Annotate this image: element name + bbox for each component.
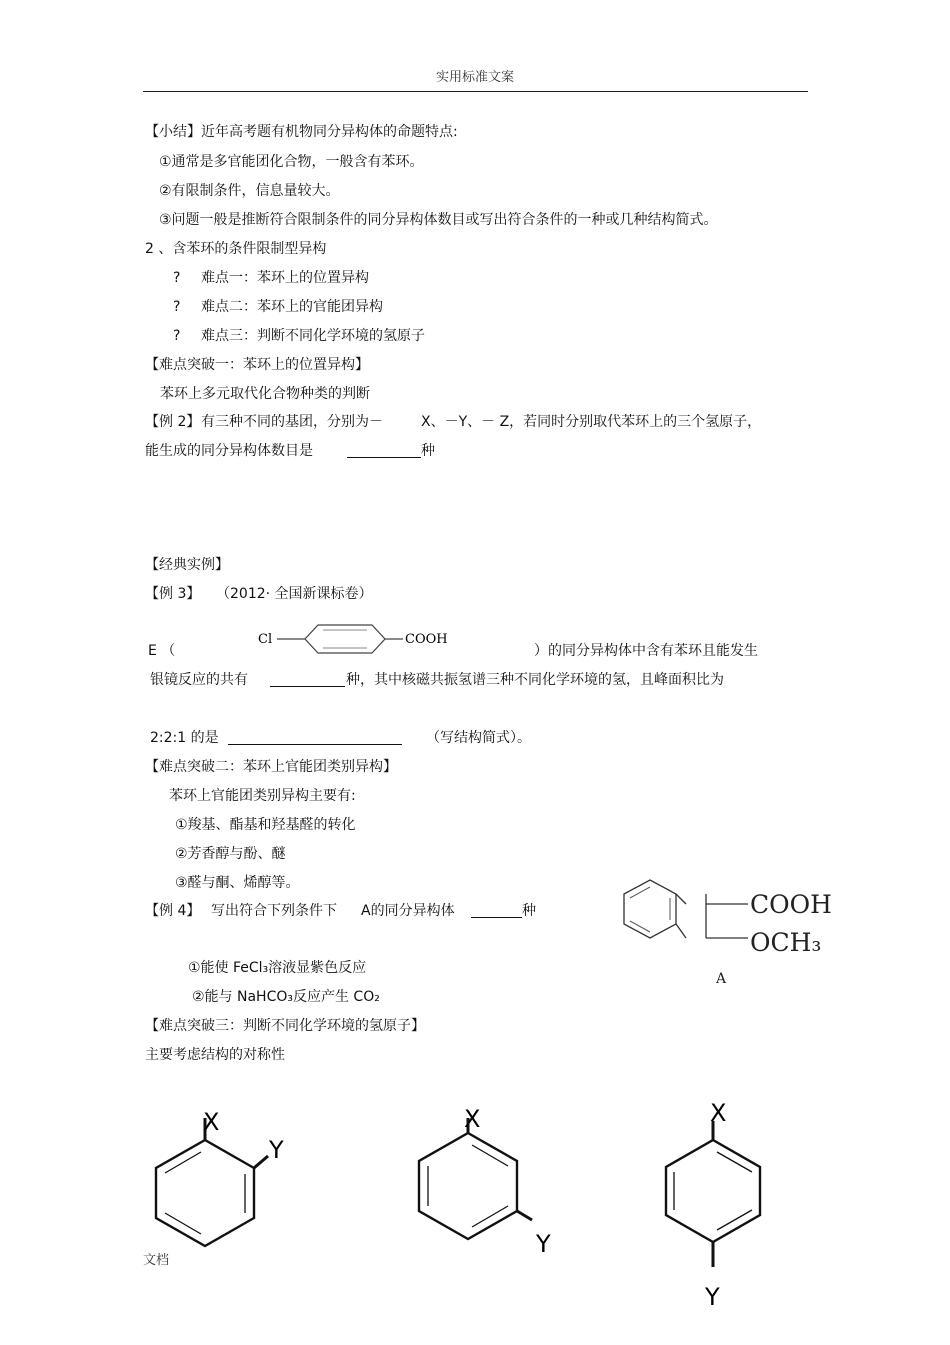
example-3-text-3b: （写结构简式）。 — [426, 730, 531, 746]
compound-a-label: A — [716, 971, 727, 987]
benzene-ring-icon — [156, 1140, 254, 1246]
example-2-text-1b: X、－Y、－ Z，若同时分别取代苯环上的三个氢原子， — [421, 414, 762, 430]
och3-label: OCH₃ — [750, 928, 822, 957]
example-4-text: 写出符合下列条件下 — [211, 903, 337, 919]
summary-point-1: ①通常是多官能团化合物，一般含有苯环。 — [159, 154, 424, 170]
cooh-label: COOH — [750, 890, 832, 919]
breakthrough-2-title: 【难点突破二：苯环上官能团类别异构】 — [145, 759, 397, 775]
example-3-answer-blank-1 — [270, 672, 345, 687]
para-x-label: X — [710, 1099, 727, 1127]
chlorobenzoic-acid-structure — [255, 618, 480, 660]
breakthrough-2-subtitle: 苯环上官能团类别异构主要有: — [169, 788, 356, 804]
ortho-x-label: X — [203, 1108, 220, 1136]
example-2-label: 【例 2】 — [145, 414, 201, 430]
page-footer: 文档 — [143, 1253, 170, 1268]
ortho-y-label: Y — [269, 1136, 284, 1164]
difficulty-bullet-1: ? — [173, 270, 181, 286]
breakthrough-3-subtitle: 主要考虑结构的对称性 — [145, 1047, 285, 1063]
chloro-label: Cl — [258, 632, 273, 647]
para-benzene-diagram — [655, 1095, 775, 1315]
difficulty-3: 难点三：判断不同化学环境的氢原子 — [201, 328, 425, 344]
example-3-suffix: ）的同分异构体中含有苯环且能发生 — [534, 643, 758, 659]
example-3-source: （2012· 全国新课标卷） — [216, 586, 373, 602]
classic-examples-title: 【经典实例】 — [145, 557, 229, 573]
example-3-prefix: E （ — [148, 643, 176, 659]
example-3-text-2b: 种，其中核磁共振氢谱三种不同化学环境的氢，且峰面积比为 — [346, 672, 724, 688]
difficulty-2: 难点二：苯环上的官能团异构 — [201, 299, 383, 315]
difficulty-1: 难点一：苯环上的位置异构 — [201, 270, 369, 286]
carboxyl-label: COOH — [405, 632, 448, 647]
example-4-condition-2: ②能与 NaHCO₃反应产生 CO₂ — [192, 989, 380, 1005]
breakthrough-1-subtitle: 苯环上多元取代化合物种类的判断 — [160, 386, 370, 402]
breakthrough-1-title: 【难点突破一：苯环上的位置异构】 — [145, 357, 369, 373]
summary-point-2: ②有限制条件，信息量较大。 — [159, 183, 340, 199]
difficulty-bullet-2: ? — [173, 299, 181, 315]
breakthrough-2-point-1: ①羧基、酯基和羟基醛的转化 — [175, 817, 356, 833]
example-4-text-2: A的同分异构体 — [361, 903, 455, 919]
meta-y-label: Y — [536, 1230, 551, 1258]
benzene-ring-icon — [666, 1140, 760, 1242]
breakthrough-3-title: 【难点突破三：判断不同化学环境的氢原子】 — [145, 1018, 425, 1034]
meta-benzene-diagram — [412, 1100, 582, 1260]
example-3-answer-blank-2 — [228, 730, 402, 745]
section-2-heading: 2 、含苯环的条件限制型异构 — [145, 241, 327, 257]
difficulty-bullet-3: ? — [173, 328, 181, 344]
example-3-text-2a: 银镜反应的共有 — [150, 672, 248, 688]
example-4-label: 【例 4】 — [145, 903, 201, 919]
summary-title: 【小结】近年高考题有机物同分异构体的命题特点: — [145, 124, 458, 140]
example-2-text-1a: 有三种不同的基团，分别为－ — [201, 414, 383, 430]
meta-x-label: X — [464, 1105, 481, 1133]
example-2-unit: 种 — [421, 443, 435, 459]
ortho-benzene-diagram — [150, 1100, 300, 1250]
example-2-answer-blank — [347, 443, 421, 458]
benzene-ring-icon — [624, 880, 676, 938]
example-4-answer-blank — [471, 903, 522, 918]
page-header-title: 实用标准文案 — [435, 70, 514, 85]
example-4-unit: 种 — [522, 903, 536, 919]
example-3-label: 【例 3】 — [145, 586, 201, 602]
example-4-condition-1: ①能使 FeCl₃溶液显紫色反应 — [188, 960, 367, 976]
compound-a-structure — [612, 872, 837, 990]
summary-point-3: ③问题一般是推断符合限制条件的同分异构体数目或写出符合条件的一种或几种结构简式。 — [159, 212, 718, 228]
example-2-text-2: 能生成的同分异构体数目是 — [145, 443, 313, 459]
benzene-ring-icon — [305, 625, 385, 653]
breakthrough-2-point-2: ②芳香醇与酚、醚 — [175, 846, 286, 862]
example-3-text-3a: 2:2:1 的是 — [150, 730, 219, 746]
breakthrough-2-point-3: ③醛与酮、烯醇等。 — [175, 875, 300, 891]
para-y-label: Y — [705, 1283, 720, 1311]
header-divider — [143, 91, 808, 92]
benzene-ring-icon — [419, 1133, 517, 1239]
